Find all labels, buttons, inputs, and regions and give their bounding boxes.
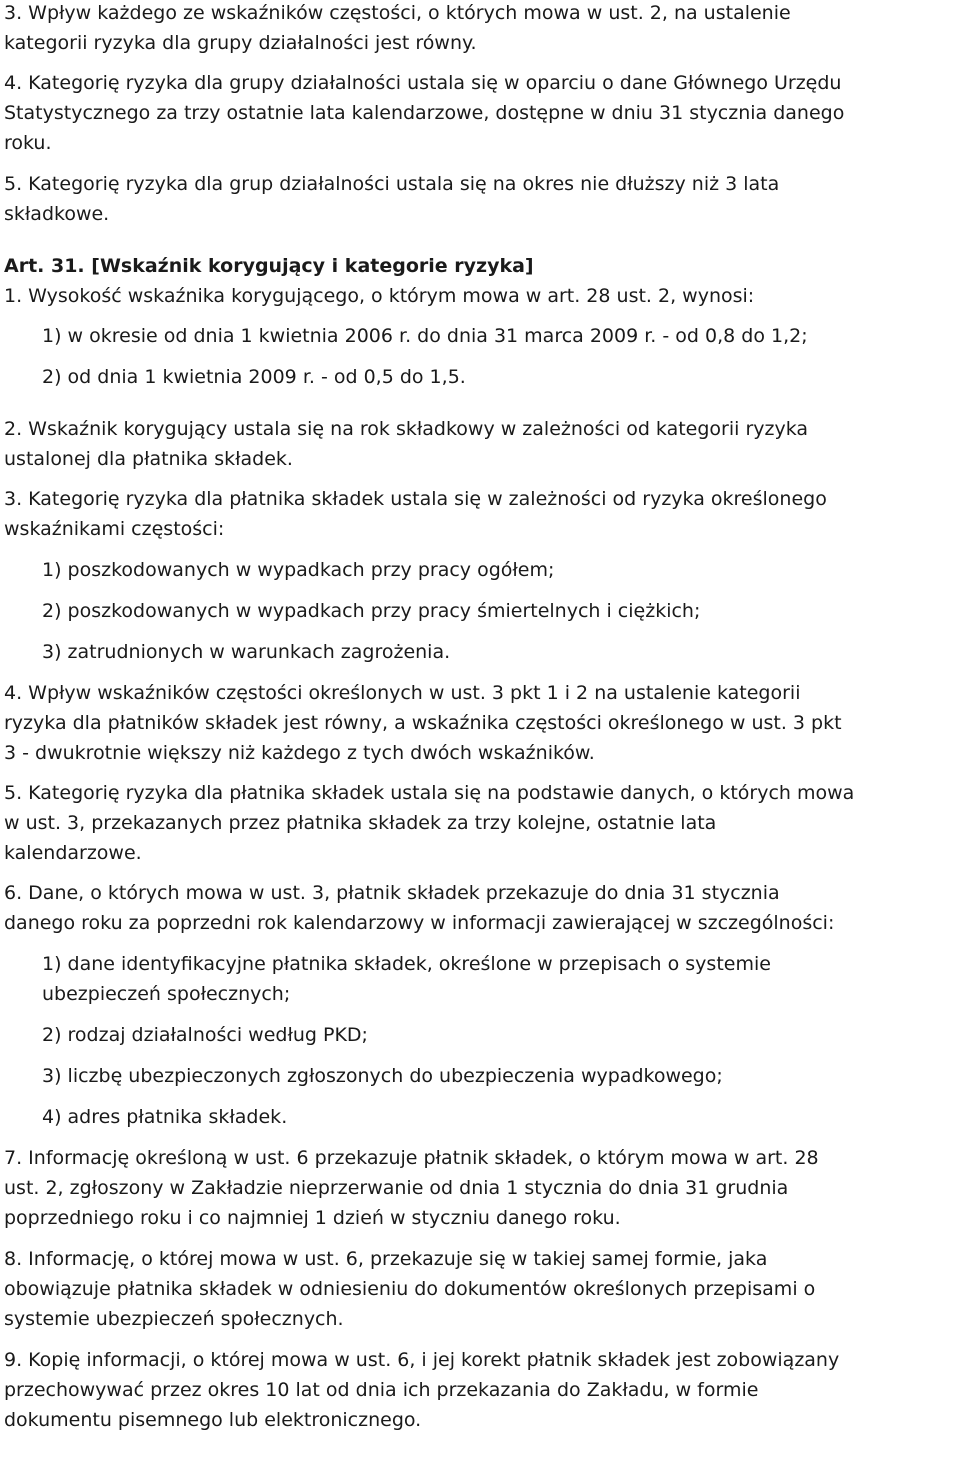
art31-para-6-item-4: 4) adres płatnika składek. <box>42 1106 288 1128</box>
art31-para-3: 3. Kategorię ryzyka dla płatnika składek ustala się w zależności od ryzyka określonego wskaźnikami częstości: <box>4 488 827 540</box>
art30-para-4: 4. Kategorię ryzyka dla grupy działalności ustala się w oparciu o dane Głównego Urzędu Statystycznego za trzy ostatnie lata kalendarzowe, dostępne w dniu 31 stycznia danego roku. <box>4 72 845 154</box>
art31-para-3-item-1: 1) poszkodowanych w wypadkach przy pracy ogółem; <box>42 559 555 581</box>
art31-para-1-item-1: 1) w okresie od dnia 1 kwietnia 2006 r. do dnia 31 marca 2009 r. - od 0,8 do 1,2; <box>42 325 808 347</box>
art31-para-6-item-1: 1) dane identyfikacyjne płatnika składek, określone w przepisach o systemie ubezpieczeń społecznych; <box>42 953 771 1005</box>
art30-para-5: 5. Kategorię ryzyka dla grup działalności ustala się na okres nie dłuższy niż 3 lata składkowe. <box>4 173 780 225</box>
art31-para-7: 7. Informację określoną w ust. 6 przekazuje płatnik składek, o którym mowa w art. 28 ust. 2, zgłoszony w Zakładzie nieprzerwanie od dnia 1 stycznia do dnia 31 grudnia poprzedniego roku i co najmniej 1 dzień w styczniu danego roku. <box>4 1147 819 1229</box>
art30-para-3: 3. Wpływ każdego ze wskaźników częstości, o których mowa w ust. 2, na ustalenie kategorii ryzyka dla grupy działalności jest równy. <box>4 2 791 54</box>
article-31-heading: Art. 31. [Wskaźnik korygujący i kategorie ryzyka] <box>4 255 534 277</box>
art31-para-5: 5. Kategorię ryzyka dla płatnika składek ustala się na podstawie danych, o których mowa w ust. 3, przekazanych przez płatnika składek za trzy kolejne, ostatnie lata kalendarzowe. <box>4 782 855 864</box>
art31-para-2: 2. Wskaźnik korygujący ustala się na rok składkowy w zależności od kategorii ryzyka ustalonej dla płatnika składek. <box>4 418 809 470</box>
art31-para-6-item-2: 2) rodzaj działalności według PKD; <box>42 1024 368 1046</box>
art31-para-3-item-2: 2) poszkodowanych w wypadkach przy pracy śmiertelnych i ciężkich; <box>42 600 701 622</box>
document-page <box>4 0 958 1435</box>
art31-para-9: 9. Kopię informacji, o której mowa w ust. 6, i jej korekt płatnik składek jest zobowiązany przechowywać przez okres 10 lat od dnia ich przekazania do Zakładu, w formie dokumentu pisemnego lub elektronicznego. <box>4 1349 840 1431</box>
art31-para-6-item-3: 3) liczbę ubezpieczonych zgłoszonych do ubezpieczenia wypadkowego; <box>42 1065 723 1087</box>
art31-para-1-item-2: 2) od dnia 1 kwietnia 2009 r. - od 0,5 do 1,5. <box>42 366 466 388</box>
art31-para-1: 1. Wysokość wskaźnika korygującego, o którym mowa w art. 28 ust. 2, wynosi: <box>4 285 755 307</box>
art31-para-8: 8. Informację, o której mowa w ust. 6, przekazuje się w takiej samej formie, jaka obowiązuje płatnika składek w odniesieniu do dokumentów określonych przepisami o systemie ubezpieczeń społecznych. <box>4 1248 816 1330</box>
art31-para-4: 4. Wpływ wskaźników częstości określonych w ust. 3 pkt 1 i 2 na ustalenie kategorii ryzyka dla płatników składek jest równy, a wskaźnika częstości określonego w ust. 3 pkt 3 - dwukrotnie większy niż każdego z tych dwóch wskaźników. <box>4 682 842 764</box>
art31-para-3-item-3: 3) zatrudnionych w warunkach zagrożenia. <box>42 641 451 663</box>
art31-para-6: 6. Dane, o których mowa w ust. 3, płatnik składek przekazuje do dnia 31 stycznia danego roku za poprzedni rok kalendarzowy w informacji zawierającej w szczególności: <box>4 882 835 934</box>
